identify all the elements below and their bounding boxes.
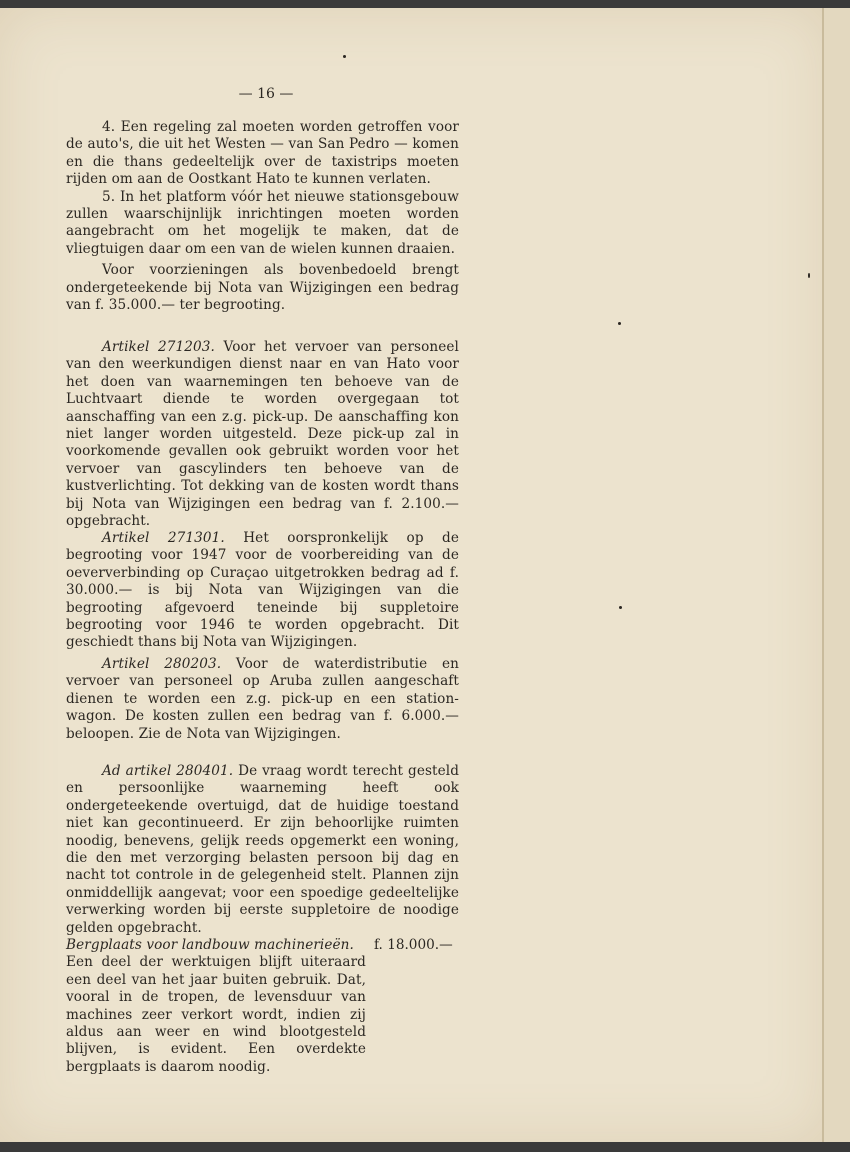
bergplaats-section xyxy=(66,937,366,1076)
article-label: Artikel 271203. xyxy=(102,339,215,355)
section-intro xyxy=(66,119,459,314)
article-271203 xyxy=(66,339,459,530)
paragraph-4: 4. Een regeling zal moeten worden getroffen voor de auto's, die uit het Westen — van San Pedro — komen en die thans gedeeltelijk over de taxistrips moeten rijden om aan de Oostkant Hato te kunnen verlaten. xyxy=(66,119,459,188)
bergplaats-amount: f. 18.000.— xyxy=(374,937,453,953)
scan-border xyxy=(0,1142,850,1152)
next-page-edge xyxy=(822,8,850,1142)
article-text: Het oorspronkelijk op de begrooting voor 1947 voor de voorbereiding van de oeververbinding op Curaçao uitgetrokken bedrag ad f. 30.000.— is bij Nota van Wijzigingen van die begrooting afgevoerd teneinde bij suppletoire begrooting voor 1946 te worden opgebracht. Dit geschiedt thans bij Nota van Wijzigingen. xyxy=(66,530,459,651)
article-label: Artikel 280203. xyxy=(102,656,222,672)
article-text: Voor de waterdistributie en vervoer van personeel op Aruba zullen aangeschaft dienen te worden een z.g. pick-up en een station-wagon. De kosten zullen een bedrag van f. 6.000.— beloopen. Zie de Nota van Wijzigingen. xyxy=(66,656,459,742)
paragraph-provision: Voor voorzieningen als bovenbedoeld brengt ondergeteekende bij Nota van Wijzigingen een bedrag van f. 35.000.— ter begrooting. xyxy=(66,262,459,314)
article-271301 xyxy=(66,530,459,652)
scan-speck xyxy=(619,606,622,609)
article-280203 xyxy=(66,656,459,743)
paragraph-5: 5. In het platform vóór het nieuwe stationsgebouw zullen waarschijnlijk inrichtingen moeten worden aangebracht om het mogelijk te maken, dat de vliegtuigen daar om een van de wielen kunnen draaien. xyxy=(66,188,459,257)
article-text: De vraag wordt terecht gesteld en persoonlijke waarneming heeft ook ondergeteekende overtuigd, dat de huidige toestand niet kan gecontinueerd. Er zijn behoorlijke ruimten noodig, benevens, gelijk reeds opgemerkt een woning, die den met verzorging belasten persoon bij dag en nacht tot controle in de gelegenheid stelt. Plannen zijn onmiddellijk aangevat; voor een spoedige gedeeltelijke verwerking worden bij eerste suppletoire de noodige gelden opgebracht. xyxy=(66,763,459,936)
article-text: Voor het vervoer van personeel van den weerkundigen dienst naar en van Hato voor het doen van waarnemingen ten behoeve van de Luchtvaart diende te worden overgegaan tot aanschaffing van een z.g. pick-up. De aanschaffing kon niet langer worden uitgesteld. Deze pick-up zal in voorkomende gevallen ook gebruikt worden voor het vervoer van gascylinders ten behoeve van de kustverlichting. Tot dekking van de kosten wordt thans bij Nota van Wijzigingen een bedrag van f. 2.100.— opgebracht. xyxy=(66,339,459,530)
scan-speck xyxy=(343,55,346,58)
scan-speck xyxy=(618,322,621,325)
bergplaats-title: Bergplaats voor landbouw machinerieën. xyxy=(66,937,354,953)
article-label: Ad artikel 280401. xyxy=(102,763,234,779)
article-label: Artikel 271301. xyxy=(102,530,225,546)
page-number: — 16 — xyxy=(238,86,294,102)
bergplaats-text: Een deel der werktuigen blijft uiteraard een deel van het jaar buiten gebruik. Dat, vooral in de tropen, de levensduur van machines zeer verkort wordt, indien zij aldus aan weer en wind blootgesteld blijven, is evident. Een overdekte bergplaats is daarom noodig. xyxy=(66,954,366,1075)
article-280401 xyxy=(66,763,459,937)
scan-speck xyxy=(808,273,810,278)
